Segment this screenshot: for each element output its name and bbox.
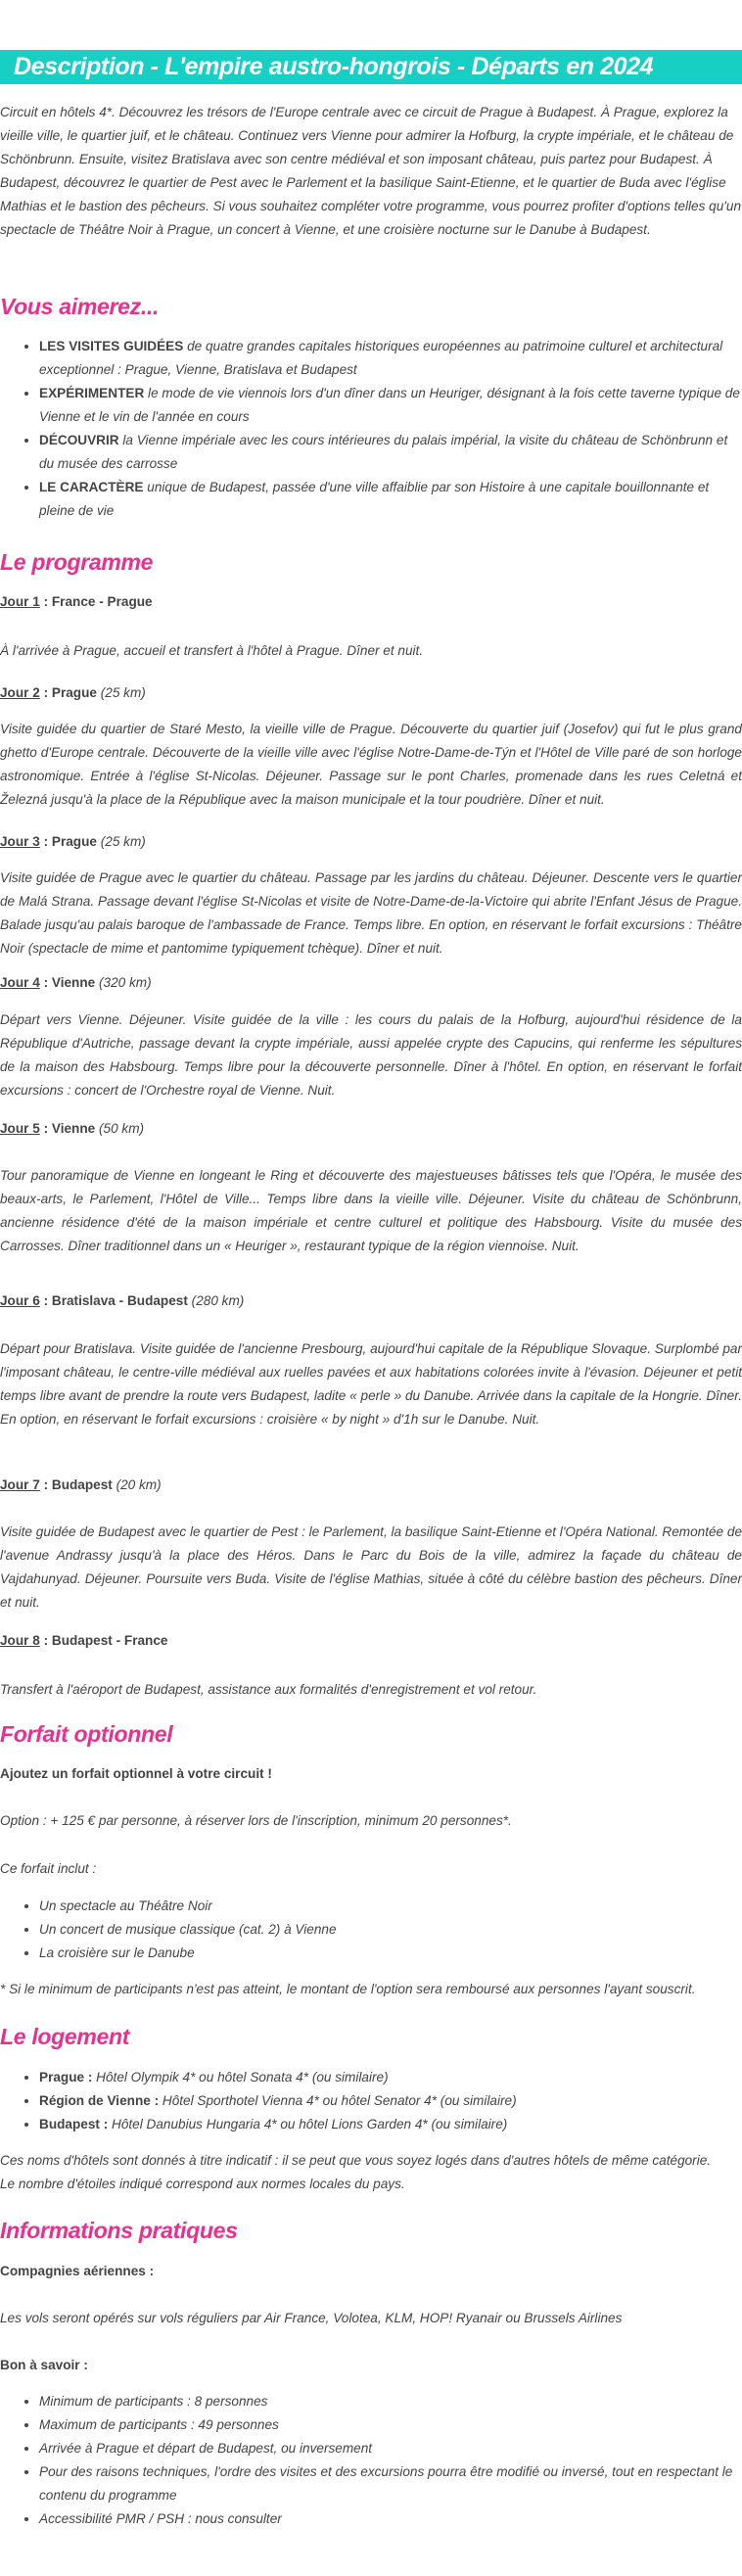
day-place: : Budapest - France [39,1633,168,1648]
forfait-lead: Ajoutez un forfait optionnel à votre circuit ! [0,1766,272,1781]
day-number: Jour 3 [0,834,40,849]
logement-list [0,2066,742,2136]
day-6-title [0,1289,742,1313]
day-place: : Vienne [39,1121,96,1136]
day-number: Jour 1 [0,594,40,609]
forfait-note: * Si le minimum de participants n'est pas atteint, le montant de l'option sera remboursé aux personnes l'ayant souscrit. [0,1982,696,1996]
day-place: : Prague [39,685,97,700]
day-7-title [0,1474,742,1497]
compagnies-label: Compagnies aériennes : [0,2264,155,2278]
aimerez-item-lead: DÉCOUVRIR [39,433,119,447]
logement-note-1: Ces noms d'hôtels sont donnés à titre indicatif : il se peut que vous soyez logés dans d'autres hôtels de même catégorie. [0,2153,712,2168]
day-8-title [0,1629,742,1653]
day-distance: (25 km) [96,834,146,849]
day-number: Jour 4 [0,975,40,990]
aimerez-item [39,335,742,382]
aimerez-item [39,476,742,523]
forfait-lead-wrap [0,1762,742,1786]
savoir-label: Bon à savoir : [0,2358,88,2372]
forfait-item: • Un spectacle au Théâtre Noir [39,1895,742,1918]
savoir-list [0,2390,742,2531]
section-title-forfait: Forfait optionnel [0,1721,173,1747]
intro-paragraph: Circuit en hôtels 4*. Découvrez les trésors de l'Europe centrale avec ce circuit de Prague à Budapest. À Prague, explorez la vieille ville, le quartier juif, et le château. Continuez vers Vienne pour admirer la Hofburg, la crypte impériale, et le château de Schönbrunn. Ensuite, visitez Bratislava avec son centre médiéval et son imposant château, puis partez pour Budapest. À Budapest, découvrez le quartier de Pest avec le Parlement et la basilique Saint-Etienne, et le quartier de Buda avec l'église Mathias et le bastion des pêcheurs. Si vous souhaitez compléter votre programme, vous pourrez profiter d'options telles qu'un spectacle de Théâtre Noir à Prague, un concert à Vienne, et une croisière nocturne sur le Danube à Budapest. [0,105,742,237]
savoir-item: • Arrivée à Prague et départ de Budapest, ou inversement [39,2437,742,2460]
aimerez-item-text: unique de Budapest, passée d'une ville affaiblie par son Histoire à une capitale bouillonnante et pleine de vie [39,480,710,518]
logement-item [39,2066,742,2089]
day-2-title [0,681,742,705]
day-6-text: Départ pour Bratislava. Visite guidée de l'ancienne Presbourg, aujourd'hui capitale de la République Slovaque. Surplombé par l'imposant château, le centre-ville médiéval aux ruelles pavées et aux habitations colorées invite à l'évasion. Déjeuner et petit temps libre avant de prendre la route vers Budapest, ladite « perle » du Danube. Arrivée dans la capitale de la Hongrie. Dîner. En option, en réservant le forfait excursions : croisière « by night » d'1h sur le Danube. Nuit. [0,1341,742,1427]
day-4-title [0,971,742,995]
day-1-title [0,590,742,614]
day-place: : Prague [39,834,97,849]
savoir-item: • Pour des raisons techniques, l'ordre des visites et des excursions pourra être modifié ou inversé, tout en respectant le contenu du programme [39,2460,742,2507]
logement-city: Région de Vienne : [39,2093,160,2108]
day-8-text: Transfert à l'aéroport de Budapest, assistance aux formalités d'enregistrement et vol retour. [0,1682,537,1697]
logement-hotels: Hôtel Olympik 4* ou hôtel Sonata 4* (ou similaire) [92,2070,389,2084]
day-7-text: Visite guidée de Budapest avec le quartier de Pest : le Parlement, la basilique Saint-Etienne et l'Opéra National. Remontée de l'avenue Andrassy jusqu'à la place des Héros. Dans le Parc du Bois de la ville, admirez la façade du château de Vajdahunyad. Déjeuner. Poursuite vers Buda. Visite de l'église Mathias, située à côté du célèbre bastion des pêcheurs. Dîner et nuit. [0,1524,742,1610]
forfait-option: Option : + 125 € par personne, à réserver lors de l'inscription, minimum 20 personnes*. [0,1813,512,1828]
day-distance: (25 km) [96,685,146,700]
day-place: : Budapest [39,1477,113,1492]
aimerez-item-text: le mode de vie viennois lors d'un dîner dans un Heuriger, désignant à la fois cette taverne typique de Vienne et le vin de l'année en cours [39,386,740,424]
section-title-programme: Le programme [0,549,154,575]
logement-hotels: Hôtel Danubius Hungaria 4* ou hôtel Lions Garden 4* (ou similaire) [108,2117,508,2131]
day-distance: (50 km) [95,1121,145,1136]
section-title-infos: Informations pratiques [0,2218,238,2243]
day-place: : Bratislava - Budapest [39,1293,188,1308]
forfait-item: • Un concert de musique classique (cat. 2) à Vienne [39,1918,742,1942]
savoir-label-wrap [0,2354,742,2377]
logement-hotels: Hôtel Sporthotel Vienna 4* ou hôtel Senator 4* (ou similaire) [159,2093,517,2108]
section-title-logement: Le logement [0,2024,130,2049]
day-4-text: Départ vers Vienne. Déjeuner. Visite guidée de la ville : les cours du palais de la Hofburg, aujourd'hui résidence de la République d'Autriche, passage devant la crypte impériale, aussi appelée crypte des Capucins, qui renferme les sépultures de la maison des Habsbourg. Temps libre pour la découverte personnelle. Dîner à l'hôtel. En option, en réservant le forfait excursions : concert de l'Orchestre royal de Vienne. Nuit. [0,1012,742,1098]
day-place: : France - Prague [39,594,153,609]
description-banner: Description - L'empire austro-hongrois - Départs en 2024 [0,50,742,84]
aimerez-item [39,382,742,429]
logement-note-2: Le nombre d'étoiles indiqué correspond aux normes locales du pays. [0,2177,405,2191]
day-distance: (320 km) [95,975,152,990]
day-distance: (280 km) [187,1293,245,1308]
compagnies-label-wrap [0,2260,742,2283]
compagnies-text: Les vols seront opérés sur vols réguliers par Air France, Volotea, KLM, HOP! Ryanair ou Brussels Airlines [0,2311,623,2325]
aimerez-list [0,335,742,523]
day-3-title [0,830,742,854]
logement-city: Budapest : [39,2117,109,2131]
logement-item [39,2113,742,2136]
aimerez-item-text: la Vienne impériale avec les cours intérieures du palais impérial, la visite du château de Schönbrunn et du musée des carrosse [39,433,728,471]
day-2-text: Visite guidée du quartier de Staré Mesto, la vieille ville de Prague. Découverte du quartier juif (Josefov) qui fut le plus grand ghetto d'Europe centrale. Découverte de la vieille ville avec l'église Notre-Dame-de-Týn et l'Hôtel de Ville paré de son horloge astronomique. Entrée à l'église St-Nicolas. Déjeuner. Passage sur le pont Charles, promenade dans les rues Celetná et Železná jusqu'à la place de la République avec la maison municipale et la tour poudrière. Dîner et nuit. [0,722,742,807]
savoir-item: • Minimum de participants : 8 personnes [39,2390,742,2413]
day-number: Jour 6 [0,1293,40,1308]
logement-city: Prague : [39,2070,93,2084]
aimerez-item-lead: EXPÉRIMENTER [39,386,145,400]
day-5-title [0,1117,742,1141]
logement-item [39,2089,742,2113]
savoir-item: • Maximum de participants : 49 personnes [39,2413,742,2437]
day-distance: (20 km) [112,1477,162,1492]
day-number: Jour 8 [0,1633,40,1648]
aimerez-item-lead: LE CARACTÈRE [39,480,144,494]
day-1-text: À l'arrivée à Prague, accueil et transfert à l'hôtel à Prague. Dîner et nuit. [0,643,424,658]
day-number: Jour 7 [0,1477,40,1492]
aimerez-item-lead: LES VISITES GUIDÉES [39,339,184,353]
day-number: Jour 5 [0,1121,40,1136]
aimerez-item-text: de quatre grandes capitales historiques européennes au patrimoine culturel et architectural exceptionnel : Prague, Vienne, Bratislava et Budapest [39,339,723,377]
day-place: : Vienne [39,975,96,990]
day-number: Jour 2 [0,685,40,700]
section-title-aimerez: Vous aimerez... [0,294,160,319]
forfait-list [0,1895,742,1965]
forfait-inclut: Ce forfait inclut : [0,1861,97,1876]
day-5-text: Tour panoramique de Vienne en longeant le Ring et découverte des majestueuses bâtisses tels que l'Opéra, le musée des beaux-arts, le Parlement, l'Hôtel de Ville... Temps libre dans la vieille ville. Déjeuner. Visite du château de Schönbrunn, ancienne résidence d'été de la maison impériale et centre culturel et politique des Habsbourg. Visite du musée des Carrosses. Dîner traditionnel dans un « Heuriger », restaurant typique de la région viennoise. Nuit. [0,1168,742,1253]
savoir-item: • Accessibilité PMR / PSH : nous consulter [39,2507,742,2531]
forfait-item: • La croisière sur le Danube [39,1942,742,1965]
aimerez-item [39,429,742,476]
day-3-text: Visite guidée de Prague avec le quartier du château. Passage par les jardins du château. Déjeuner. Descente vers le quartier de Malá Strana. Passage devant l'église St-Nicolas et visite de Notre-Dame-de-la-Victoire qui abrite l'Enfant Jésus de Prague. Balade jusqu'au palais baroque de l'ambassade de France. Temps libre. En option, en réservant le forfait excursions : Théâtre Noir (spectacle de mime et pantomime typiquement tchèque). Dîner et nuit. [0,870,742,956]
